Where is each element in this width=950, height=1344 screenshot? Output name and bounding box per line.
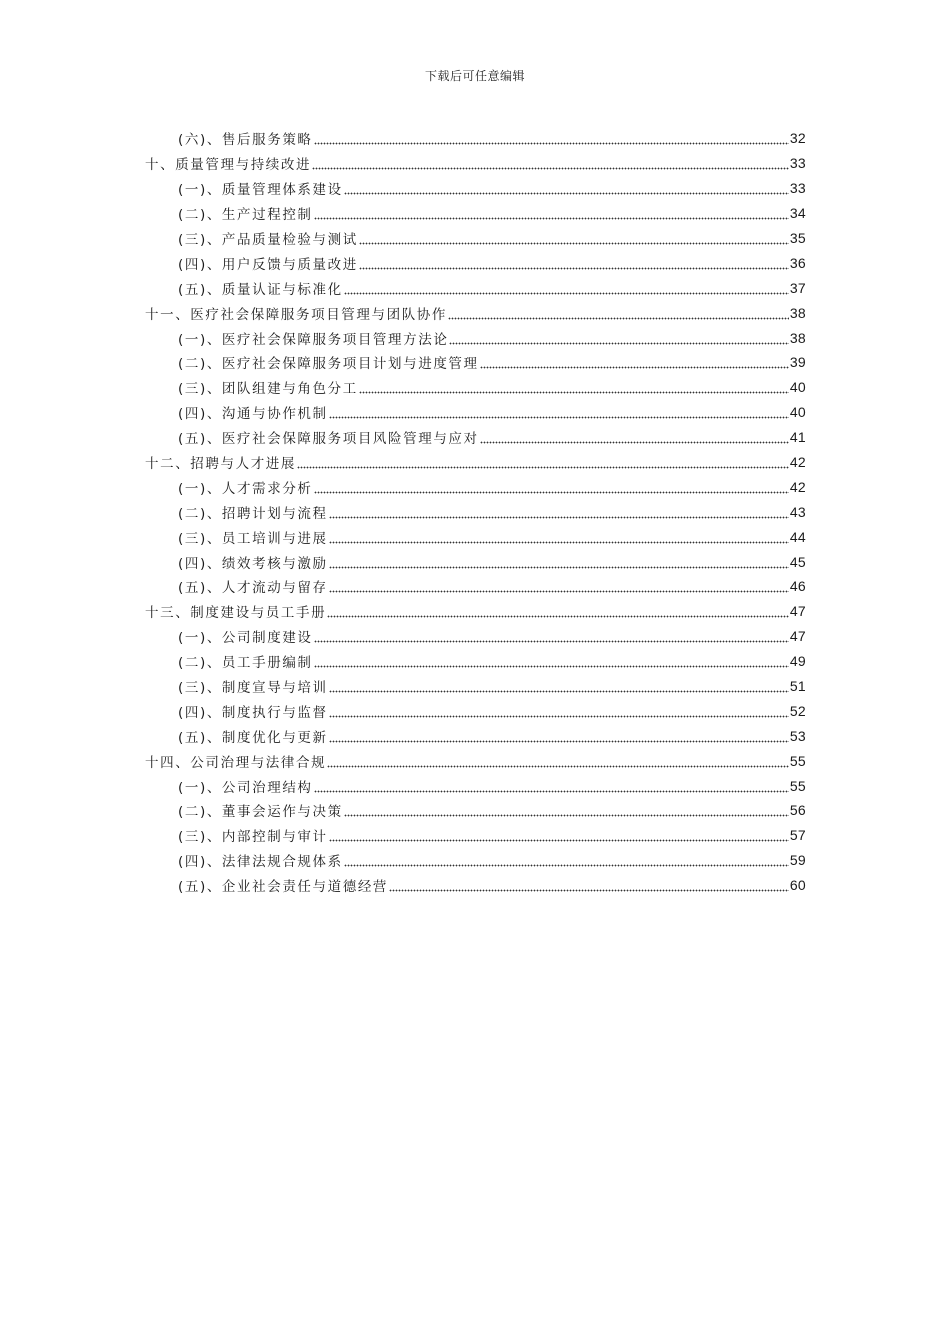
toc-entry-title: (一)、质量管理体系建设 [178,182,343,199]
toc-section-entry[interactable] [145,375,806,400]
toc-page-number: 38 [789,329,806,346]
toc-page-number: 42 [789,454,806,471]
toc-section-entry[interactable] [145,649,806,674]
toc-entry-title: (三)、内部控制与审计 [178,829,328,846]
toc-chapter-entry[interactable] [145,748,806,773]
toc-page-number: 47 [789,603,806,620]
toc-entry-title: (一)、医疗社会保障服务项目管理方法论 [178,331,449,348]
toc-dot-leader [327,604,789,618]
toc-dot-leader [312,156,789,170]
toc-dot-leader [297,455,789,469]
toc-page-number: 33 [789,180,806,197]
toc-page-number: 36 [789,254,806,271]
toc-section-entry[interactable] [145,674,806,699]
toc-page-number: 57 [789,827,806,844]
toc-entry-title: (一)、人才需求分析 [178,480,313,497]
toc-entry-title: (五)、企业社会责任与道德经营 [178,879,389,896]
toc-dot-leader [314,779,789,793]
toc-dot-leader [329,555,789,569]
toc-dot-leader [359,256,789,270]
toc-dot-leader [329,679,789,693]
toc-section-entry[interactable] [145,798,806,823]
toc-dot-leader [314,480,789,494]
toc-section-entry[interactable] [145,574,806,599]
toc-dot-leader [329,405,789,419]
toc-entry-title: (二)、医疗社会保障服务项目计划与进度管理 [178,356,479,373]
toc-dot-leader [359,231,789,245]
toc-entry-title: (四)、法律法规合规体系 [178,854,343,871]
toc-chapter-entry[interactable] [145,450,806,475]
toc-page-number: 32 [789,130,806,147]
toc-dot-leader [329,704,789,718]
toc-entry-title: (二)、董事会运作与决策 [178,804,343,821]
toc-entry-title: 十四、公司治理与法律合规 [145,754,327,771]
toc-page-number: 47 [789,628,806,645]
toc-entry-title: (三)、员工培训与进展 [178,530,328,547]
toc-dot-leader [480,430,789,444]
toc-section-entry[interactable] [145,126,806,151]
toc-section-entry[interactable] [145,350,806,375]
toc-entry-title: (四)、用户反馈与质量改进 [178,256,358,273]
toc-page-number: 52 [789,702,806,719]
toc-section-entry[interactable] [145,698,806,723]
toc-dot-leader [314,131,789,145]
toc-dot-leader [344,181,789,195]
toc-section-entry[interactable] [145,400,806,425]
toc-entry-title: (一)、公司制度建设 [178,630,313,647]
toc-section-entry[interactable] [145,873,806,898]
toc-entry-title: (五)、制度优化与更新 [178,729,328,746]
toc-section-entry[interactable] [145,250,806,275]
toc-dot-leader [344,803,789,817]
toc-dot-leader [329,729,789,743]
toc-page-number: 51 [789,678,806,695]
toc-section-entry[interactable] [145,275,806,300]
toc-page-number: 40 [789,379,806,396]
toc-chapter-entry[interactable] [145,599,806,624]
toc-page-number: 56 [789,802,806,819]
toc-entry-title: (五)、人才流动与留存 [178,580,328,597]
toc-section-entry[interactable] [145,325,806,350]
toc-page-number: 60 [789,877,806,894]
toc-entry-title: (三)、制度宣导与培训 [178,680,328,697]
toc-section-entry[interactable] [145,176,806,201]
toc-page-number: 44 [789,528,806,545]
toc-page-number: 43 [789,503,806,520]
toc-entry-title: 十一、医疗社会保障服务项目管理与团队协作 [145,306,447,323]
toc-entry-title: 十、质量管理与持续改进 [145,157,312,174]
toc-page-number: 39 [789,354,806,371]
toc-section-entry[interactable] [145,823,806,848]
toc-section-entry[interactable] [145,524,806,549]
toc-section-entry[interactable] [145,624,806,649]
toc-section-entry[interactable] [145,499,806,524]
toc-dot-leader [480,355,789,369]
toc-page-number: 45 [789,553,806,570]
toc-dot-leader [344,281,789,295]
table-of-contents [145,126,806,898]
toc-dot-leader [314,629,789,643]
toc-section-entry[interactable] [145,425,806,450]
toc-dot-leader [389,878,789,892]
toc-entry-title: (二)、招聘计划与流程 [178,505,328,522]
toc-page-number: 59 [789,852,806,869]
toc-entry-title: 十二、招聘与人才进展 [145,456,296,473]
toc-section-entry[interactable] [145,549,806,574]
toc-section-entry[interactable] [145,723,806,748]
toc-page-number: 35 [789,230,806,246]
toc-page-number: 38 [789,304,806,321]
toc-page-number: 34 [789,205,806,222]
toc-section-entry[interactable] [145,773,806,798]
toc-page-number: 40 [789,404,806,421]
toc-section-entry[interactable] [145,201,806,226]
toc-entry-title: (四)、制度执行与监督 [178,704,328,721]
toc-page-number: 55 [789,752,806,769]
toc-dot-leader [329,828,789,842]
toc-chapter-entry[interactable] [145,151,806,176]
toc-dot-leader [314,206,789,220]
toc-page-number: 53 [789,727,806,744]
toc-page-number: 33 [789,155,806,172]
toc-page-number: 55 [789,777,806,794]
page-header: 下载后可任意编辑 [424,69,525,83]
toc-dot-leader [327,754,789,768]
toc-entry-title: (五)、医疗社会保障服务项目风险管理与应对 [178,431,479,448]
toc-dot-leader [314,654,789,668]
toc-dot-leader [448,306,789,320]
toc-entry-title: (二)、员工手册编制 [178,655,313,672]
toc-dot-leader [359,380,789,394]
toc-page-number: 42 [789,478,806,495]
toc-dot-leader [329,530,789,544]
toc-entry-title: (六)、售后服务策略 [178,132,313,149]
toc-chapter-entry[interactable] [145,300,806,325]
toc-entry-title: (四)、绩效考核与激励 [178,555,328,572]
toc-dot-leader [344,853,789,867]
toc-dot-leader [449,331,788,345]
toc-page-number: 37 [789,279,806,296]
toc-entry-title: (二)、生产过程控制 [178,207,313,224]
toc-page-number: 49 [789,653,806,670]
toc-entry-title: (四)、沟通与协作机制 [178,406,328,423]
toc-dot-leader [329,579,789,593]
toc-page-number: 41 [789,429,806,446]
toc-section-entry[interactable] [145,474,806,499]
toc-entry-title: (三)、产品质量检验与测试 [178,232,358,248]
toc-entry-title: (五)、质量认证与标准化 [178,281,343,298]
toc-section-entry[interactable] [145,226,806,251]
toc-entry-title: (三)、团队组建与角色分工 [178,381,358,398]
toc-dot-leader [329,505,789,519]
toc-entry-title: 十三、制度建设与员工手册 [145,605,327,622]
toc-page-number: 46 [789,578,806,595]
toc-entry-title: (一)、公司治理结构 [178,779,313,796]
toc-section-entry[interactable] [145,848,806,873]
